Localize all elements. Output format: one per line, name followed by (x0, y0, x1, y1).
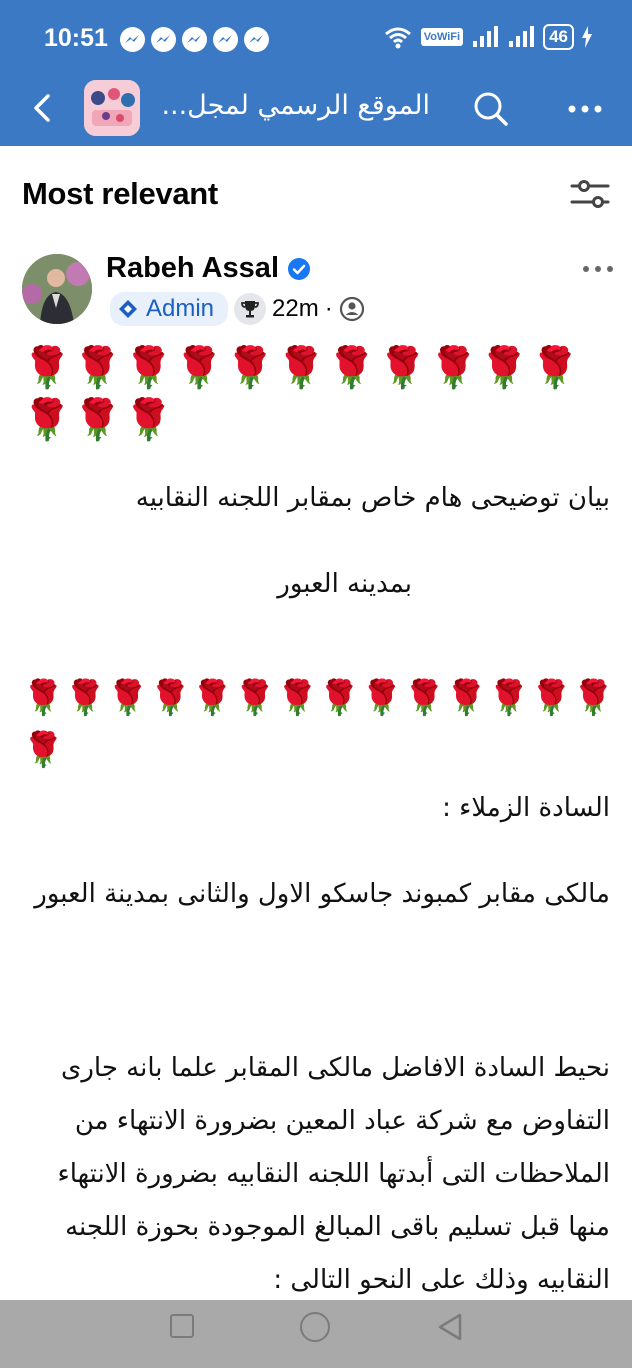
back-arrow-icon[interactable] (24, 88, 64, 128)
notification-icons (120, 27, 269, 52)
post-text-line: السادة الزملاء : (442, 793, 610, 823)
admin-badge[interactable] (110, 292, 228, 326)
search-icon[interactable] (470, 88, 512, 130)
signal-icon (507, 25, 535, 49)
filter-icon[interactable] (570, 178, 610, 214)
group-image (84, 80, 140, 136)
status-bar (0, 0, 632, 74)
group-title[interactable]: الموقع الرسمي لمجل... (161, 90, 430, 121)
group-thumbnail[interactable] (84, 80, 140, 136)
system-nav-bar (0, 1300, 632, 1368)
post-text-paragraph: نحيط السادة الافاضل مالكى المقابر علما بانه جارى التفاوض مع شركة عباد المعين بضرورة الانتهاء من الملاحظات التى أبدتها اللجنه النقابيه بضرورة الانتهاء منها قبل تسليم باقى المبالغ الموجودة بحوزة اللجنه النقابيه وذلك على النحو التالى : (57, 1053, 610, 1295)
home-icon[interactable] (300, 1312, 330, 1342)
avatar[interactable] (22, 254, 92, 324)
sort-label[interactable]: Most relevant (22, 176, 218, 211)
battery-indicator: 46 (543, 24, 574, 50)
messenger-icon (120, 27, 145, 52)
status-right (383, 24, 592, 50)
post-time[interactable]: 22m (272, 295, 319, 322)
messenger-icon (151, 27, 176, 52)
post-text-paragraph: مالكى مقابر كمبوند جاسكو الاول والثانى بمدينة العبور (34, 879, 610, 909)
rose-emoji-row: 🌹🌹🌹🌹🌹🌹🌹🌹🌹🌹🌹🌹🌹🌹 (22, 345, 581, 443)
trophy-icon[interactable] (234, 293, 266, 325)
app-bar (0, 74, 632, 146)
meta-separator: · (324, 295, 333, 322)
rose-emoji-row: 🌹🌹🌹🌹🌹🌹🌹🌹🌹🌹🌹🌹🌹🌹🌹 (22, 678, 615, 770)
post-text-line: بيان توضيحى هام خاص بمقابر اللجنه النقابيه (135, 483, 610, 513)
wifi-icon (383, 25, 413, 49)
charging-icon (582, 26, 592, 48)
post-meta (110, 292, 365, 326)
messenger-icon (213, 27, 238, 52)
messenger-icon (244, 27, 269, 52)
members-audience-icon (339, 296, 365, 322)
messenger-icon (182, 27, 207, 52)
verified-badge-icon (287, 257, 311, 281)
vowifi-label: VoWiFi (421, 28, 463, 46)
nav-back-icon[interactable] (436, 1312, 464, 1342)
admin-label: Admin (146, 295, 215, 322)
more-icon[interactable] (562, 88, 608, 130)
post-text-line: بمدينه العبور (277, 569, 412, 599)
status-time: 10:51 (44, 24, 108, 52)
signal-icon (471, 25, 499, 49)
feed-content (0, 146, 632, 1300)
author-name[interactable]: Rabeh Assal (106, 252, 279, 284)
recents-icon[interactable] (170, 1314, 194, 1338)
post-options-icon[interactable] (578, 256, 618, 282)
avatar-image (22, 254, 92, 324)
admin-diamond-icon (118, 299, 138, 319)
post-author[interactable] (106, 252, 311, 285)
